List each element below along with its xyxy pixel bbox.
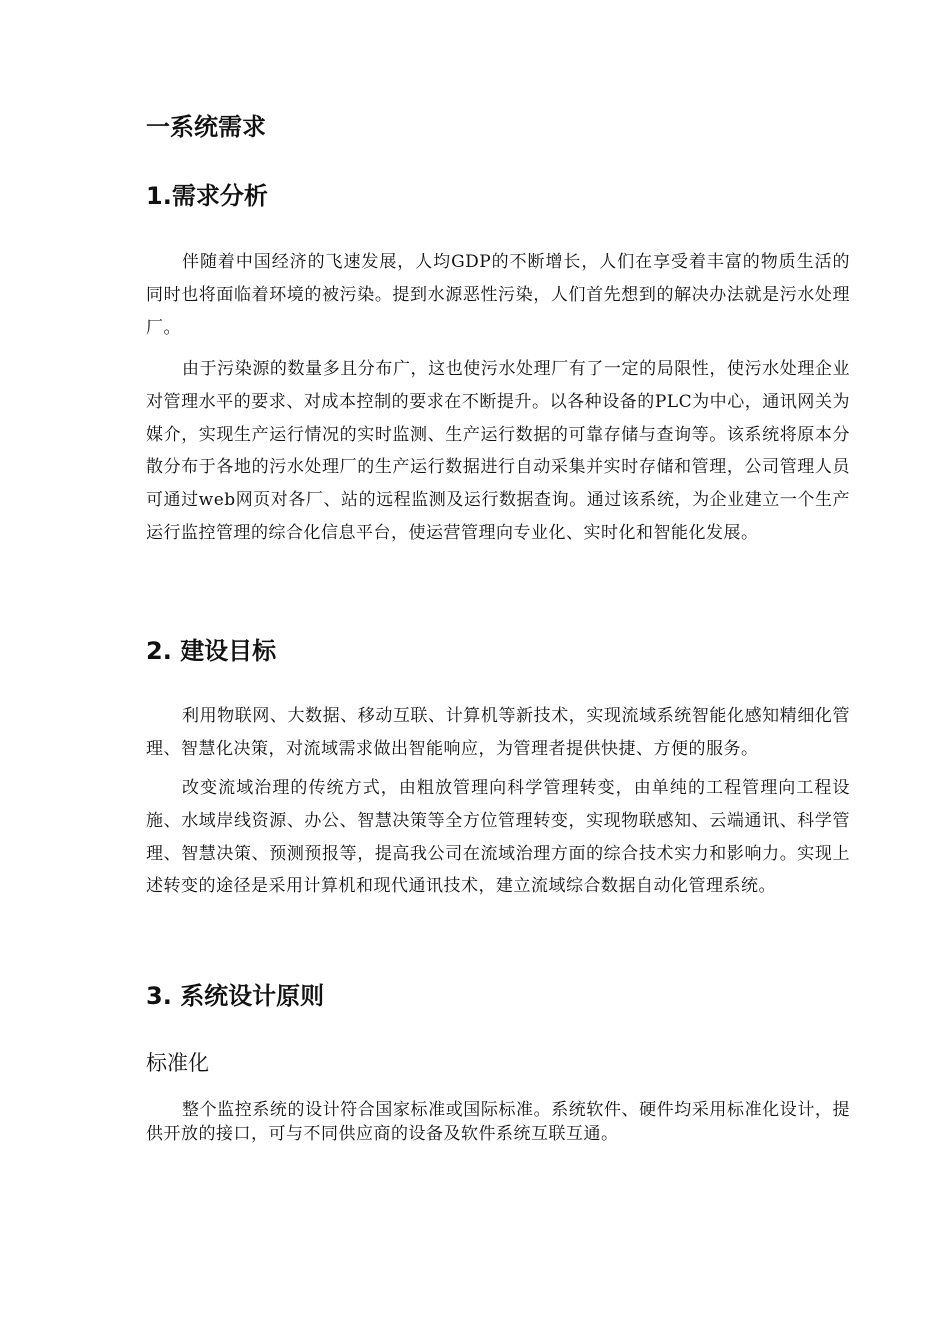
section-number: 2. [146,637,172,665]
paragraph-system-overview: 由于污染源的数量多且分布广，这也使污水处理厂有了一定的局限性，使污水处理企业对管理水平的要求、对成本控制的要求在不断提升。以各种设备的PLC为中心，通讯网关为媒介，实现生产运行情况的实时监测、生产运行数据的可靠存储与查询等。该系统将原本分散分布于各地的污水处理厂的生产运行数据进行自动采集并实时存储和管理，公司管理人员可通过web网页对各厂、站的远程监测及运行数据查询。通过该系统，为企业建立一个生产运行监控管理的综合化信息平台，使运营管理向专业化、实时化和智能化发展。 [146,359,850,543]
section-heading-requirements-analysis: 1.需求分析 [146,182,268,210]
chapter-title: 一系统需求 [146,113,266,141]
paragraph-standardization: 整个监控系统的设计符合国家标准或国际标准。系统软件、硬件均采用标准化设计，提供开放的接口，可与不同供应商的设备及软件系统互联互通。 [146,1100,850,1144]
section-heading-construction-goals [146,635,276,667]
paragraph-goal-technology: 利用物联网、大数据、移动互联、计算机等新技术，实现流域系统智能化感知精细化管理、智慧化决策，对流域需求做出智能响应，为管理者提供快捷、方便的服务。 [146,706,850,759]
paragraph-background: 伴随着中国经济的飞速发展，人均GDP的不断增长，人们在享受着丰富的物质生活的同时也将面临着环境的被污染。提到水源恶性污染，人们首先想到的解决办法就是污水处理厂。 [146,252,850,338]
paragraph-goal-transformation: 改变流域治理的传统方式，由粗放管理向科学管理转变，由单纯的工程管理向工程设施、水域岸线资源、办公、智慧决策等全方位管理转变，实现物联感知、云端通讯、科学管理、智慧决策、预测预报等，提高我公司在流域治理方面的综合技术实力和影响力。实现上述转变的途径是采用计算机和现代通讯技术，建立流域综合数据自动化管理系统。 [146,778,850,897]
subsection-heading-standardization: 标准化 [146,1051,209,1075]
section-heading-text: 建设目标 [180,637,277,665]
section-heading-design-principles [146,980,324,1012]
section-number: 3. [146,982,172,1010]
section-heading-text: 系统设计原则 [180,982,325,1010]
